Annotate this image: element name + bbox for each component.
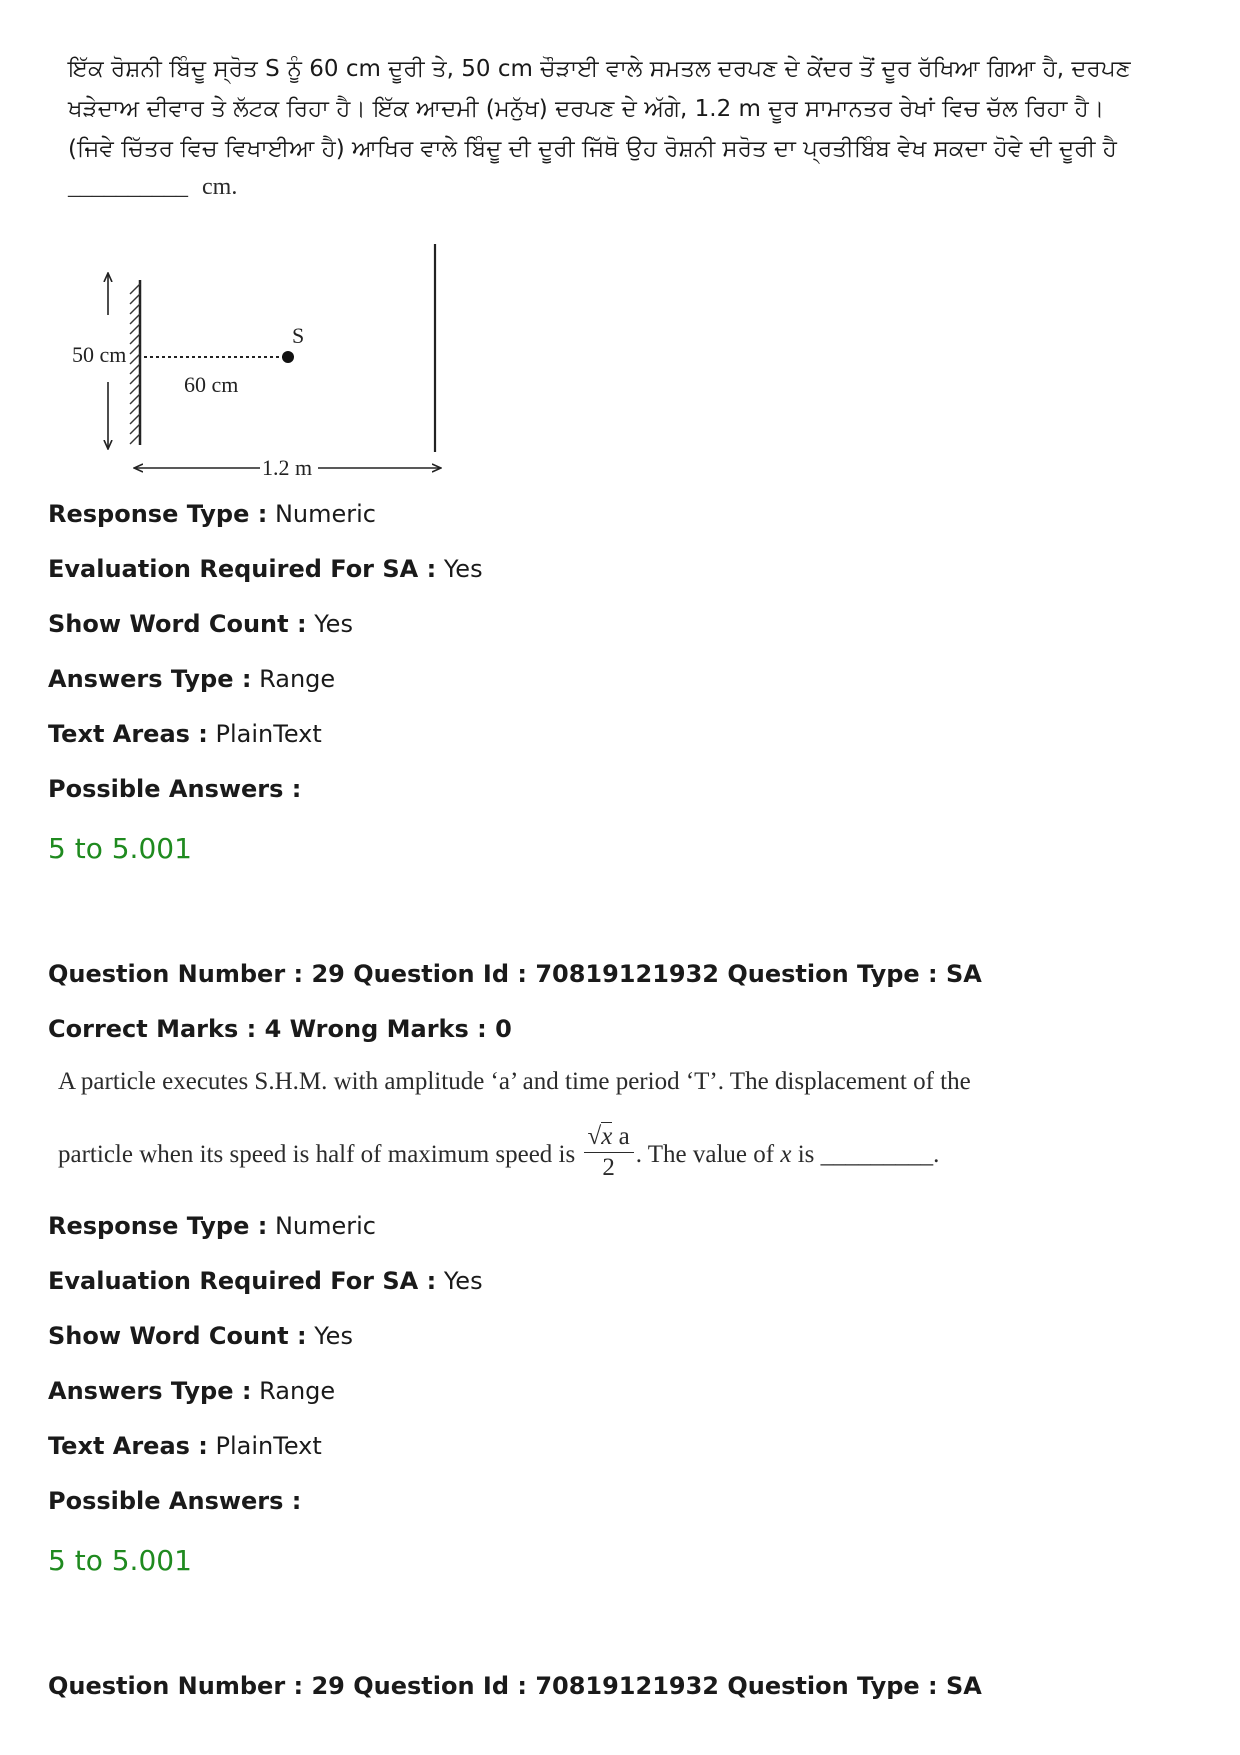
- q28-figure: [60, 240, 460, 480]
- q28-line-4: [68, 174, 237, 201]
- meta-answers-type: Answers Type : Range: [48, 1377, 336, 1405]
- q28-answer: 5 to 5.001: [48, 832, 192, 865]
- meta-possible-answers: Possible Answers :: [48, 775, 302, 803]
- mirror: [130, 280, 140, 445]
- meta-text-areas: Text Areas : PlainText: [48, 1432, 322, 1460]
- meta-possible-answers: Possible Answers :: [48, 1487, 302, 1515]
- q29-marks: Correct Marks : 4 Wrong Marks : 0: [48, 1015, 512, 1043]
- q28-line-3: (ਜਿਵੇ ਚਿੱਤਰ ਵਿਚ ਵਿਖਾਈਆ ਹੈ) ਆਖਿਰ ਵਾਲੇ ਬਿੰਦੂ ਦੀ ਦੂਰੀ ਜਿੱਥੋ ਉਹ ਰੋਸ਼ਨੀ ਸਰੋਤ ਦਾ ਪ੍ਰਤੀਬਿੰਬ ਵੇਖ ਸਕਦਾ ਹੋਵੇ ਦੀ ਦੂਰੀ ਹੈ: [68, 136, 1117, 162]
- fraction: [584, 1122, 634, 1183]
- meta-show-word-count: Show Word Count : Yes: [48, 1322, 353, 1350]
- q29-header: Question Number : 29 Question Id : 70819121932 Question Type : SA: [48, 960, 982, 988]
- meta-evaluation-required: Evaluation Required For SA : Yes: [48, 555, 483, 583]
- q29-line-1: A particle executes S.H.M. with amplitude ‘a’ and time period ‘T’. The displacement of the: [58, 1068, 971, 1095]
- distance-label: 60 cm: [184, 372, 239, 397]
- q29-line-2: particle when its speed is half of maximum speed is $\frac{\text{√x a}}{2}$ . The value of x is _________.: [58, 1123, 940, 1181]
- width-label: 1.2 m: [262, 455, 313, 480]
- height-label: 50 cm: [72, 342, 127, 367]
- meta-response-type: Response Type : Numeric: [48, 500, 376, 528]
- next-question-header: Question Number : 29 Question Id : 70819121932 Question Type : SA: [48, 1672, 982, 1700]
- q29-answer: 5 to 5.001: [48, 1544, 192, 1577]
- meta-evaluation-required: Evaluation Required For SA : Yes: [48, 1267, 483, 1295]
- source-point: [282, 351, 294, 363]
- meta-text-areas: Text Areas : PlainText: [48, 720, 322, 748]
- answer-blank: _________: [820, 1141, 934, 1169]
- unit-label: cm.: [202, 174, 238, 200]
- fraction-denominator: 2: [602, 1154, 615, 1181]
- q28-line-1: ਇੱਕ ਰੋਸ਼ਨੀ ਬਿੰਦੂ ਸ੍ਰੋਤ S ਨੂੰ 60 cm ਦੂਰੀ ਤੇ, 50 cm ਚੌੜਾਈ ਵਾਲੇ ਸਮਤਲ ਦਰਪਣ ਦੇ ਕੇਂਦਰ ਤੋਂ ਦੂਰ ਰੱਖਿਆ ਗਿਆ ਹੈ, ਦਰਪਣ: [68, 56, 1131, 82]
- source-label: S: [292, 323, 305, 348]
- answer-blank: __________: [68, 174, 188, 200]
- meta-show-word-count: Show Word Count : Yes: [48, 610, 353, 638]
- fraction-numerator: √x a: [584, 1122, 634, 1153]
- meta-response-type: Response Type : Numeric: [48, 1212, 376, 1240]
- meta-answers-type: Answers Type : Range: [48, 665, 336, 693]
- q28-line-2: ਖੜੇਦਾਅ ਦੀਵਾਰ ਤੇ ਲੱਟਕ ਰਿਹਾ ਹੈ। ਇੱਕ ਆਦਮੀ (ਮਨੁੱਖ) ਦਰਪਣ ਦੇ ਅੱਗੇ, 1.2 m ਦੂਰ ਸਾਮਾਨਤਰ ਰੇਖਾਂ ਵਿਚ ਚੱਲ ਰਿਹਾ ਹੈ।: [68, 96, 1105, 122]
